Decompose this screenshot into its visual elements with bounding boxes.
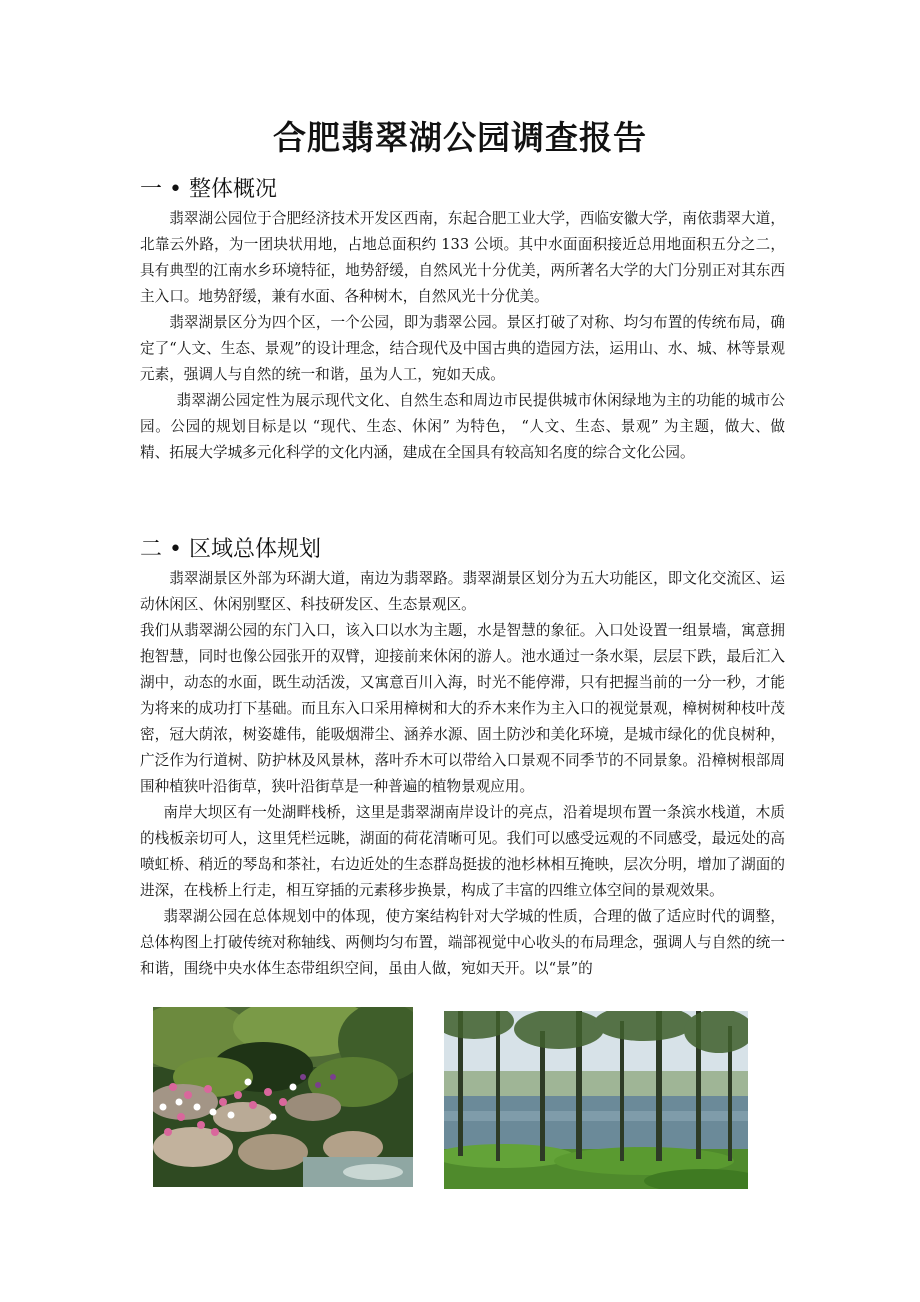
section-body-planning (140, 566, 785, 982)
paragraph: 翡翠湖景区外部为环湖大道，南边为翡翠路。翡翠湖景区划分为五大功能区，即文化交流区、运动休闲区、休闲别墅区、科技研发区、生态景观区。 (140, 570, 785, 613)
section-heading-planning: 二 • 区域总体规划 (140, 537, 321, 562)
document-title: 合肥翡翠湖公园调查报告 (273, 118, 647, 157)
section-heading-overview: 一 • 整体概况 (140, 177, 277, 202)
paragraph: 翡翠湖公园定性为展示现代文化、自然生态和周边市民提供城市休闲绿地为主的功能的城市公园。公园的规划目标是以 “现代、生态、休闲” 为特色， “人文、生态、景观” 为主题，做大、做精、拓展大学城多元化科学的文化内涵，建成在全国具有较高知名度的综合文化公园。 (140, 392, 785, 461)
paragraph: 翡翠湖景区分为四个区，一个公园，即为翡翠公园。景区打破了对称、均匀布置的传统布局，确定了“人文、生态、景观”的设计理念，结合现代及中国古典的造园方法，运用山、水、城、林等景观元素，强调人与自然的统一和谐，虽为人工，宛如天成。 (140, 314, 785, 383)
section-body-overview (140, 206, 785, 466)
paragraph: 翡翠湖公园位于合肥经济技术开发区西南，东起合肥工业大学，西临安徽大学，南依翡翠大道，北靠云外路，为一团块状用地，占地总面积约 133 公顷。其中水面面积接近总用地面积五分之二，具有典型的江南水乡环境特征，地势舒缓，自然风光十分优美，两所著名大学的大门分别正对其东西主入口。地势舒缓，兼有水面、各种树木，自然风光十分优美。 (140, 210, 785, 305)
paragraph: 翡翠湖公园在总体规划中的体现，使方案结构针对大学城的性质，合理的做了适应时代的调整，总体构图上打破传统对称轴线、两侧均匀布置，端部视觉中心收头的布局理念，强调人与自然的统一和谐，围绕中央水体生态带组织空间，虽由人做，宛如天开。以“景”的 (140, 908, 785, 977)
paragraph: 我们从翡翠湖公园的东门入口，该入口以水为主题，水是智慧的象征。入口处设置一组景墙，寓意拥抱智慧，同时也像公园张开的双臂，迎接前来休闲的游人。池水通过一条水渠，层层下跌，最后汇入湖中，动态的水面，既生动活泼，又寓意百川入海，时光不能停滞，只有把握当前的一分一秒，才能为将来的成功打下基础。而且东入口采用樟树和大的乔木来作为主入口的视觉景观，樟树树种枝叶茂密，冠大荫浓，树姿雄伟，能吸烟滞尘、涵养水源、固土防沙和美化环境，是城市绿化的优良树种，广泛作为行道树、防护林及风景林，落叶乔木可以带给入口景观不同季节的不同景象。沿樟树根部周围种植狭叶沿街草，狭叶沿街草是一种普遍的植物景观应用。 (140, 622, 785, 795)
lakeside-trees-photo (444, 1011, 748, 1189)
paragraph: 南岸大坝区有一处湖畔栈桥，这里是翡翠湖南岸设计的亮点，沿着堤坝布置一条滨水栈道，木质的栈板亲切可人，这里凭栏远眺，湖面的荷花清晰可见。我们可以感受远观的不同感受，最远处的高喷虹桥、稍近的琴岛和茶社，右边近处的生态群岛挺拔的池杉林相互掩映，层次分明，增加了湖面的进深，在栈桥上行走，相互穿插的元素移步换景，构成了丰富的四维立体空间的景观效果。 (140, 804, 785, 899)
garden-rockery-flowers-photo (153, 1007, 413, 1187)
